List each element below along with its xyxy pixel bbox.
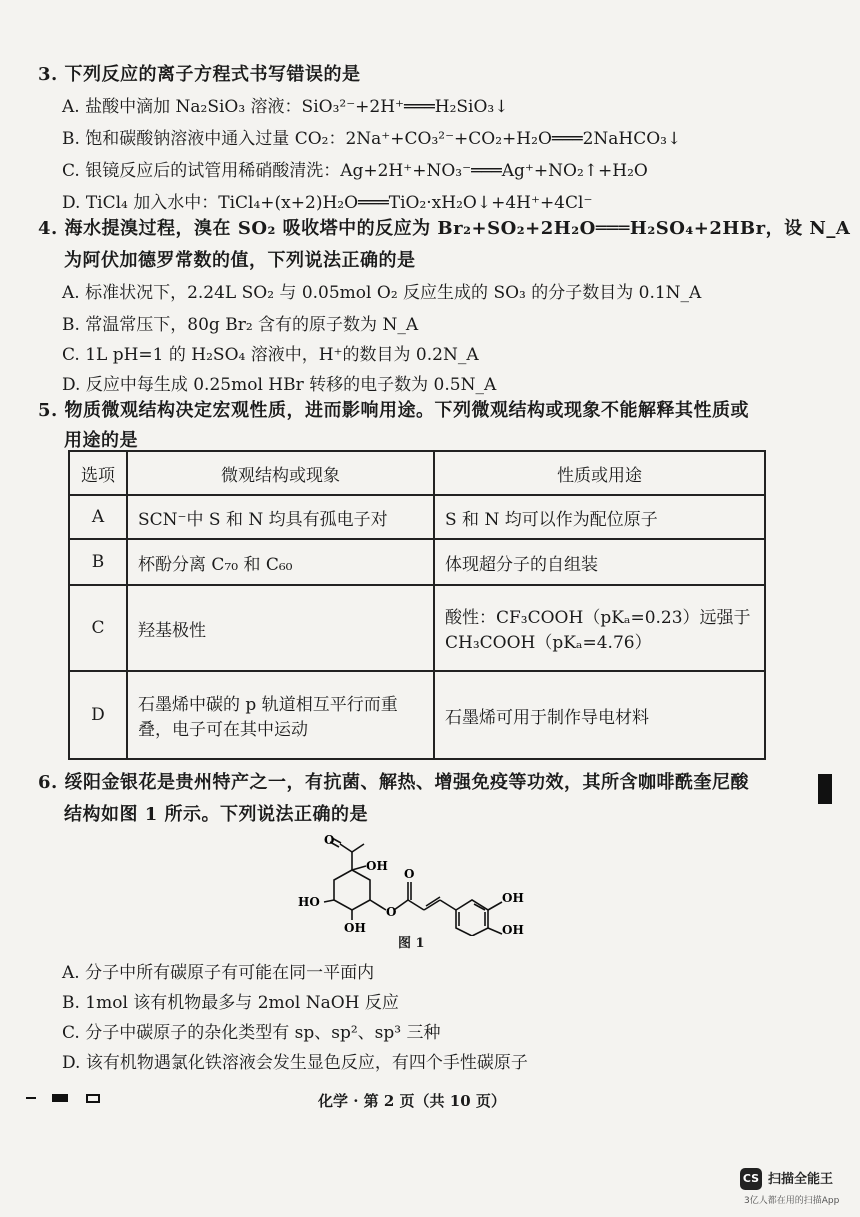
row-micro: 杯酚分离 C₇₀ 和 C₆₀ [127,539,434,585]
row-micro: 石墨烯中碳的 p 轨道相互平行而重叠，电子可在其中运动 [127,671,434,759]
q6-option-d: D. 该有机物遇氯化铁溶液会发生显色反应，有四个手性碳原子 [62,1053,528,1073]
table-row [69,539,765,585]
q6-option-a: A. 分子中所有碳原子有可能在同一平面内 [62,963,375,983]
q3-option-b: B. 饱和碳酸钠溶液中通入过量 CO₂：2Na⁺+CO₃²⁻+CO₂+H₂O═══2NaHCO₃↓ [62,129,682,149]
label-oh-bottom: OH [344,921,366,935]
figure-caption: 图 1 [398,936,425,951]
row-property: 体现超分子的自组装 [434,539,765,585]
row-property: S 和 N 均可以作为配位原子 [434,495,765,539]
scanner-brand: 扫描全能王 [768,1172,834,1187]
label-ester-o: O [386,905,397,919]
table-header-property: 性质或用途 [434,451,765,495]
q3-option-c: C. 银镜反应后的试管用稀硝酸清洗：Ag+2H⁺+NO₃⁻═══Ag⁺+NO₂↑+H₂O [62,161,648,181]
row-property: 石墨烯可用于制作导电材料 [434,671,765,759]
label-oh-top: OH [366,859,388,873]
row-key: D [69,671,127,759]
scanner-tagline: 3亿人都在用的扫描App [744,1196,840,1206]
label-ho-left: HO [298,895,320,909]
q6-option-c: C. 分子中碳原子的杂化类型有 sp、sp²、sp³ 三种 [62,1023,441,1043]
question-5-stem-line2: 用途的是 [64,430,138,451]
label-carbonyl-o: O [324,833,335,847]
table-header-micro: 微观结构或现象 [127,451,434,495]
question-6-stem-line2: 结构如图 1 所示。下列说法正确的是 [64,804,369,825]
page-number: 化学 · 第 2 页（共 10 页） [318,1092,506,1110]
row-key: B [69,539,127,585]
row-key: C [69,585,127,671]
scan-marker-footer-2 [52,1094,68,1102]
q4-option-b: B. 常温常压下，80g Br₂ 含有的原子数为 N_A [62,315,419,335]
label-phenol-oh-2: OH [502,923,524,936]
question-6-stem-line1: 6. 绥阳金银花是贵州特产之一，有抗菌、解热、增强免疫等功效，其所含咖啡酰奎尼酸 [38,772,750,793]
scan-marker-footer-1 [26,1097,36,1099]
q4-option-c: C. 1L pH=1 的 H₂SO₄ 溶液中，H⁺的数目为 0.2N_A [62,345,479,365]
q4-option-a: A. 标准状况下，2.24L SO₂ 与 0.05mol O₂ 反应生成的 SO₃ 的分子数目为 0.1N_A [62,283,702,303]
label-phenol-oh-1: OH [502,891,524,905]
scan-marker-footer-3 [86,1094,100,1103]
row-micro: SCN⁻中 S 和 N 均具有孤电子对 [127,495,434,539]
properties-table [68,450,766,760]
table-row [69,671,765,759]
scan-marker-right [818,774,832,804]
q3-option-a: A. 盐酸中滴加 Na₂SiO₃ 溶液：SiO₃²⁻+2H⁺═══H₂SiO₃↓ [62,97,509,117]
table-row [69,495,765,539]
q6-option-b: B. 1mol 该有机物最多与 2mol NaOH 反应 [62,993,399,1013]
q3-option-d: D. TiCl₄ 加入水中：TiCl₄+(x+2)H₂O═══TiO₂·xH₂O↓+4H⁺+4Cl⁻ [62,193,593,213]
row-micro: 羟基极性 [127,585,434,671]
camscanner-logo-icon: CS [740,1168,762,1190]
row-key: A [69,495,127,539]
row-property: 酸性：CF₃COOH（pKₐ=0.23）远强于 CH₃COOH（pKₐ=4.76） [434,585,765,671]
label-ester-carbonyl-o: O [404,867,415,881]
table-header-option: 选项 [69,451,127,495]
q4-option-d: D. 反应中每生成 0.25mol HBr 转移的电子数为 0.5N_A [62,375,497,395]
table-header-row [69,451,765,495]
table-row [69,585,765,671]
question-4-stem-line1: 4. 海水提溴过程，溴在 SO₂ 吸收塔中的反应为 Br₂+SO₂+2H₂O═══H₂SO₄+2HBr，设 N_A [38,218,851,239]
question-3-stem: 3. 下列反应的离子方程式书写错误的是 [38,64,361,85]
question-5-stem-line1: 5. 物质微观结构决定宏观性质，进而影响用途。下列微观结构或现象不能解释其性质或 [38,400,750,421]
molecule-structure-figure [290,826,550,936]
question-4-stem-line2: 为阿伏加德罗常数的值，下列说法正确的是 [64,250,416,271]
